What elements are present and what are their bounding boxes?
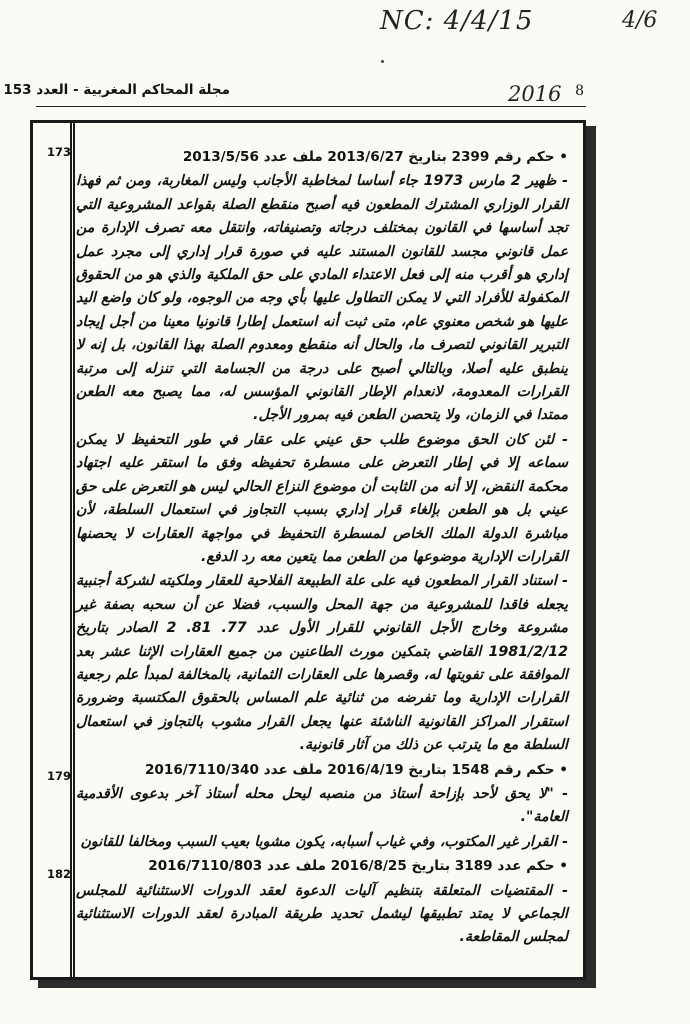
page-number: 8 [575,83,584,99]
ruling-point: - "لا يحق لأحد بإزاحة أستاذ من منصبه ليحل محله أستاذ آخر بدعوى الأقدمية العامة". [76,785,568,826]
body-text [76,146,568,951]
journal-title: مجلة المحاكم المغربية - العدد 153 [3,82,230,98]
margin-rule [73,123,75,977]
margin-rule [70,123,72,977]
ruling-point: - لئن كان الحق موضوع طلب حق عيني على عقار في طور التحفيظ لا يمكن سماعه إلا في إطار التعرض على مسطرة تحفيظه وفق ما استقر عليه اجتهاد محكمة النقض، إلا أنه من الثابت أن موضوع النزاع الحالي ليس هو التعرض على حق عيني بل هو الطعن بإلغاء قرار إداري بسبب التجاوز في استعمال السلطة، لأن مباشرة الدولة الملك الخاص لمسطرة التحفيظ في مواجهة العقارات لا يحصنها القرارات الإدارية موضوعها من الطعن مما يتعين معه رد الدفع. [76,431,568,565]
ruling-heading: • حكم رقم 1548 بتاريخ 2016/4/19 ملف عدد 2016/7110/340 [144,761,568,778]
ruling-point: - استناد القرار المطعون فيه على علة الطبيعة الفلاحية للعقار وملكيته لشركة أجنبية يجعله فاقدا للمشروعية من جهة المحل والسبب، فضلا عن أن سحبه بصفة غير مشروعة وخارج الأجل القانوني للقرار الأول عدد 77. 81. 2 الصادر بتاريخ 1981/2/12 القاضي بتمكين مورث الطاعنين من جميع العقارات الإثنا عشر بعد الموافقة على تفويتها له، وقصرها على العقارات الثمانية، بالمخالفة لمبدأ علم رجعية القرارات الإدارية وما تفرضه من ثنائية علم المساس بالحقوق المكتسبة وضرورة استقرار المراكز القانونية الناشئة عنها يجعل القرار مشوب بالتجاوز في استعمال السلطة مع ما يترتب عن ذلك من آثار قانونية. [76,573,568,754]
margin-number: 179 [47,769,72,783]
handwritten-reference: NC: 4/4/15 [380,6,534,36]
page-header [3,82,586,107]
handwritten-year: 2016 [508,82,562,106]
ruling-heading: • حكم عدد 3189 بتاريخ 2016/8/25 ملف عدد 2016/7110/803 [148,858,568,875]
ruling-point: - المقتضيات المتعلقة بتنظيم آليات الدعوة لعقد الدورات الاستثنائية للمجلس الجماعي لا يمتد تطبيقها ليشمل تحديد طريقة المبادرة لعقد الدورات الاستثنائية لمجلس المقاطعة. [76,882,568,946]
ruling-heading: • حكم رقم 2399 بتاريخ 2013/6/27 ملف عدد 2013/5/56 [182,149,568,165]
ruling-point: - القرار غير المكتوب، وفي غياب أسبابه، يكون مشوبا بعيب السبب ومخالفا للقانون [80,833,568,850]
handwritten-page-count: 4/6 [622,8,658,33]
ink-dot [381,60,384,63]
ruling-point: - ظهير 2 مارس 1973 جاء أساسا لمخاطبة الأجانب وليس المغاربة، ومن ثم فهذا القرار الوزاري المشترك المطعون فيه أصبح منقطع الصلة بقواعد المشروعية التي تجد أساسها في القانون بمختلف درجاته وتصنيفاته، وانتقل معه تصرف الإدارة من عمل قانوني مجسد للقانون المستند عليه في صورة قرار إداري إلى مجرد عمل إداري هو أقرب منه إلى فعل الاعتداء المادي على حق الملكية والذي هو من الحقوق المكفولة للأفراد التي لا يمكن التطاول عليها بأي وجه من الوجوه، ولو كان واضع اليد عليها هو شخص معنوي عام، متى ثبت أنه استعمل إطارا قانونيا معينا من أجل إيجاد التبرير القانوني لتصرف ما، والحال أنه منقطع ومعدوم الصلة بهذا القانون، بل إنه لا ينطبق عليه أصلا، وبالتالي أصبح على درجة من الجسامة التي تنزله إلى مرتبة القرارات المعدومة، لانعدام الإطار القانوني المؤسس له، مما يصبح معه الطعن ممتدا في الزمان، ولا يتحصن الطعن فيه بمرور الأجل. [76,173,568,424]
margin-number: 182 [47,867,72,881]
margin-number: 173 [47,145,72,159]
